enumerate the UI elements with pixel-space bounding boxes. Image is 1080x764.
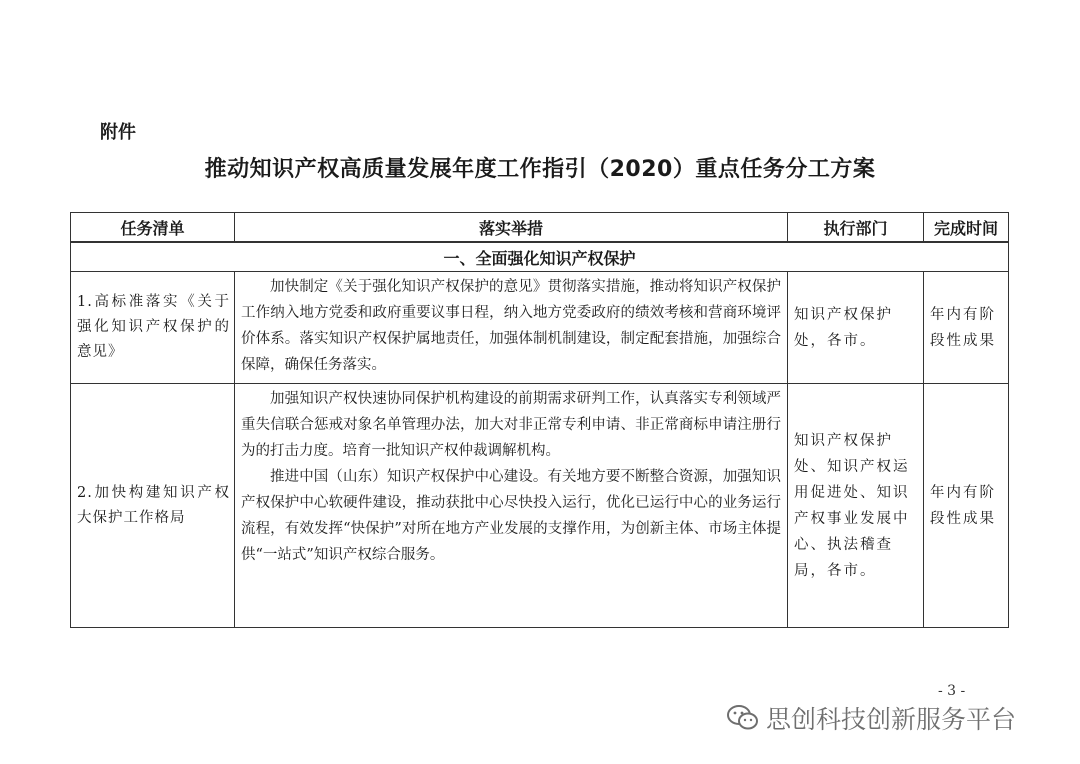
task-cell: 1.高标准落实《关于强化知识产权保护的意见》: [71, 272, 235, 384]
department-cell: 知识产权保护处，各市。: [788, 272, 924, 384]
task-table: [70, 212, 1009, 628]
measure-paragraph: 推进中国（山东）知识产权保护中心建设。有关地方要不断整合资源，加强知识产权保护中心软硬件建设，推动获批中心尽快投入运行，优化已运行中心的业务运行流程，有效发挥“快保护”对所在地方产业发展的支撑作用，为创新主体、市场主体提供“一站式”知识产权综合服务。: [241, 469, 781, 563]
task-cell: 2.加快构建知识产权大保护工作格局: [71, 384, 235, 628]
table-header-row: [71, 213, 1009, 243]
header-measures: 落实举措: [235, 213, 788, 243]
department-cell: 知识产权保护处、知识产权运用促进处、知识产权事业发展中心、执法稽查局，各市。: [788, 384, 924, 628]
wechat-icon: [726, 703, 760, 733]
measure-cell: [235, 384, 788, 628]
measure-paragraph: 加强知识产权快速协同保护机构建设的前期需求研判工作，认真落实专利领域严重失信联合惩戒对象名单管理办法，加大对非正常专利申请、非正常商标申请注册行为的打击力度。培育一批知识产权仲裁调解机构。: [241, 391, 781, 459]
header-task: 任务清单: [71, 213, 235, 243]
table-row: [71, 272, 1009, 384]
measure-paragraph: 加快制定《关于强化知识产权保护的意见》贯彻落实措施，推动将知识产权保护工作纳入地方党委和政府重要议事日程，纳入地方党委政府的绩效考核和营商环境评价体系。落实知识产权保护属地责任，加强体制机制建设，制定配套措施，加强综合保障，确保任务落实。: [241, 279, 781, 373]
deadline-cell: 年内有阶段性成果: [924, 384, 1009, 628]
attachment-label: 附件: [100, 122, 136, 143]
header-deadline: 完成时间: [924, 213, 1009, 243]
page-number: - 3 -: [938, 683, 966, 699]
section-title: 一、全面强化知识产权保护: [71, 242, 1009, 272]
table-row: [71, 384, 1009, 628]
watermark-text: 思创科技创新服务平台: [766, 705, 1017, 734]
measure-cell: [235, 272, 788, 384]
document-title: 推动知识产权高质量发展年度工作指引（2020）重点任务分工方案: [204, 157, 876, 182]
watermark: [726, 700, 1016, 736]
deadline-cell: 年内有阶段性成果: [924, 272, 1009, 384]
header-department: 执行部门: [788, 213, 924, 243]
section-row: [71, 242, 1009, 272]
